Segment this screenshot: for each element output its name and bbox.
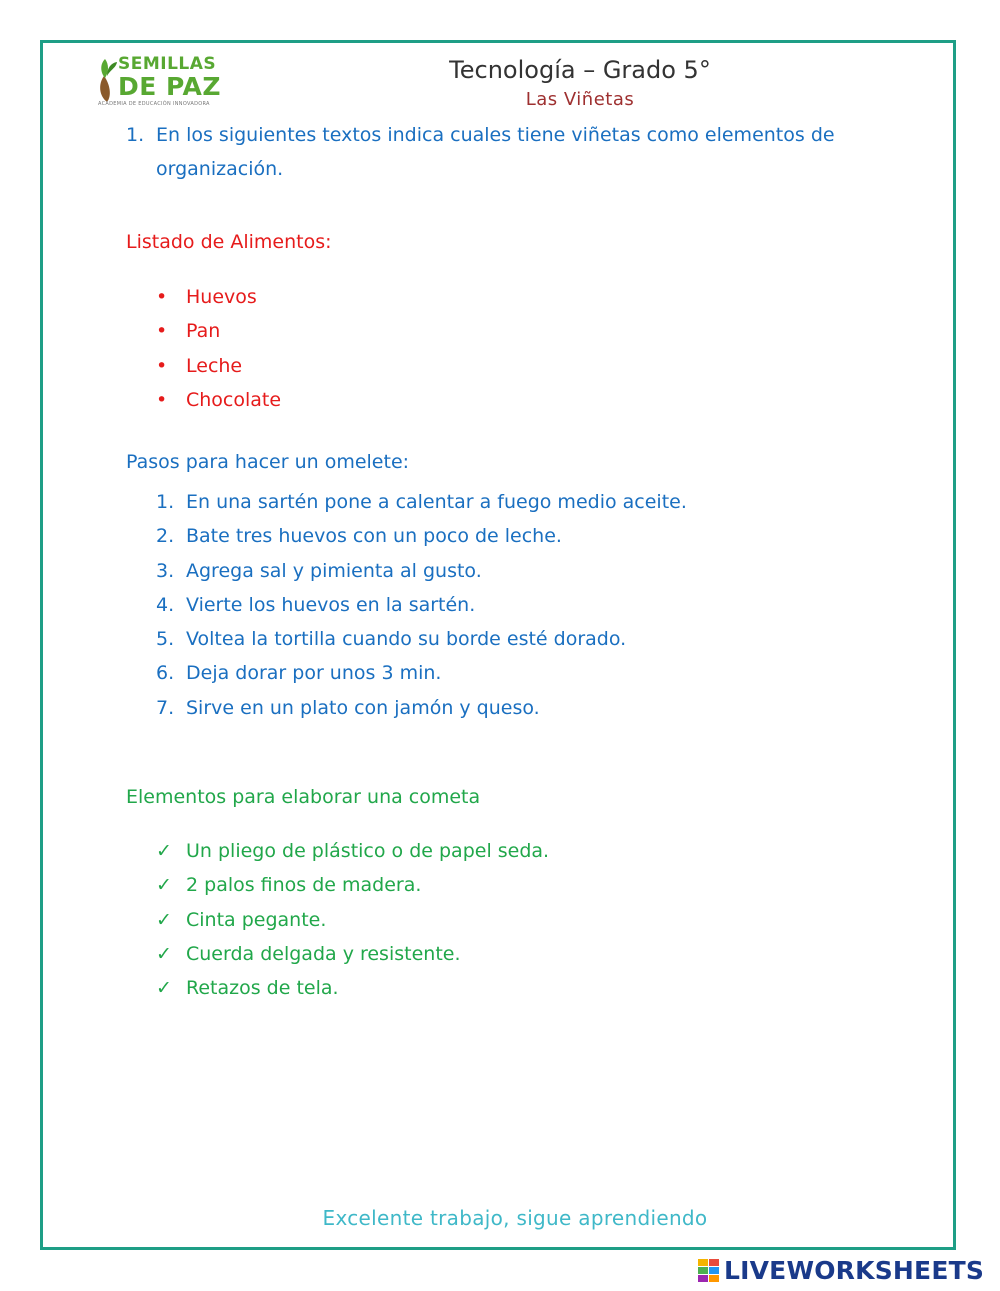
checkmark-icon: ✓ (156, 840, 172, 862)
list-item (156, 485, 687, 519)
list-item (156, 554, 687, 588)
question-text: En los siguientes textos indica cuales tiene viñetas como elementos de organización. (156, 124, 835, 180)
step-number: 1. (156, 491, 175, 513)
list-item (156, 903, 549, 937)
list-item (156, 834, 549, 868)
list-item (156, 280, 281, 314)
logo-tagline: ACADEMIA DE EDUCACIÓN INNOVADORA (98, 101, 210, 107)
list-item (156, 691, 687, 725)
list-item-text: Cuerda delgada y resistente. (186, 942, 461, 965)
list-item (156, 971, 549, 1005)
list-item (156, 383, 281, 417)
food-list (156, 280, 281, 417)
step-number: 5. (156, 628, 175, 651)
bullet-icon: • (156, 286, 168, 308)
page-title: Tecnología – Grado 5° (449, 56, 711, 84)
checkmark-icon: ✓ (156, 942, 172, 965)
footer-message: Excelente trabajo, sigue aprendiendo (322, 1206, 708, 1230)
list-item (156, 656, 687, 690)
list-item-text: 2 palos finos de madera. (186, 874, 422, 897)
step-number: 7. (156, 696, 175, 719)
step-text: Agrega sal y pimienta al gusto. (186, 559, 482, 582)
checkmark-icon: ✓ (156, 908, 172, 931)
list-item-text: Leche (186, 354, 243, 377)
step-text: Vierte los huevos en la sartén. (186, 593, 476, 616)
list-item (156, 868, 549, 902)
step-text: Bate tres huevos con un poco de leche. (186, 525, 562, 548)
logo-line2: DE PAZ (118, 72, 222, 101)
list-item (156, 314, 281, 348)
omelette-steps (156, 485, 687, 725)
list-item (156, 349, 281, 383)
kite-heading: Elementos para elaborar una cometa (126, 786, 481, 808)
list-item-text: Retazos de tela. (186, 977, 339, 1000)
list-item (156, 588, 687, 622)
list-item (156, 937, 549, 971)
list-item-text: Chocolate (186, 388, 282, 411)
checkmark-icon: ✓ (156, 874, 172, 897)
question-1 (126, 118, 916, 186)
step-number: 2. (156, 525, 175, 548)
step-number: 4. (156, 593, 175, 616)
food-list-heading: Listado de Alimentos: (126, 231, 332, 253)
liveworksheets-brand: LIVEWORKSHEETS (724, 1256, 985, 1285)
school-logo (96, 52, 236, 110)
checkmark-icon: ✓ (156, 977, 172, 1000)
bullet-icon: • (156, 320, 168, 343)
list-item-text: Un pliego de plástico o de papel seda. (186, 840, 550, 862)
list-item (156, 519, 687, 553)
step-text: Voltea la tortilla cuando su borde esté dorado. (186, 628, 627, 651)
bullet-icon: • (156, 354, 168, 377)
liveworksheets-logo-icon (698, 1259, 720, 1283)
seed-icon (96, 56, 118, 104)
bullet-icon: • (156, 388, 168, 411)
omelette-heading: Pasos para hacer un omelete: (126, 451, 410, 473)
list-item-text: Pan (186, 320, 221, 343)
logo-line1: SEMILLAS (118, 54, 217, 74)
list-item-text: Huevos (186, 286, 257, 308)
step-text: Deja dorar por unos 3 min. (186, 662, 442, 685)
step-number: 3. (156, 559, 175, 582)
question-number: 1. (126, 124, 145, 146)
step-text: En una sartén pone a calentar a fuego medio aceite. (186, 491, 687, 513)
list-item-text: Cinta pegante. (186, 908, 327, 931)
kite-list (156, 834, 549, 1005)
list-item (156, 622, 687, 656)
step-text: Sirve en un plato con jamón y queso. (186, 696, 540, 719)
page-subtitle: Las Viñetas (525, 89, 635, 110)
step-number: 6. (156, 662, 175, 685)
